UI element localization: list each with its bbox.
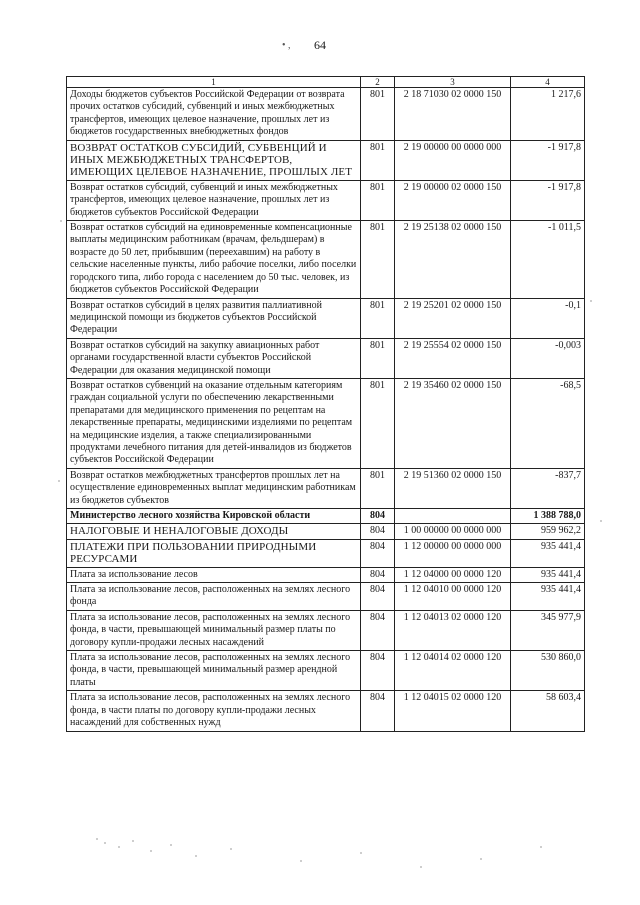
row-admin-code: 804 xyxy=(361,651,395,691)
table-row xyxy=(67,221,585,298)
row-amount: -0,003 xyxy=(511,338,585,378)
scan-speckle xyxy=(58,480,60,482)
header-col-1: 1 xyxy=(67,77,361,88)
row-budget-code: 1 12 04010 00 0000 120 xyxy=(395,583,511,611)
table-row xyxy=(67,298,585,338)
row-budget-code: 1 12 00000 00 0000 000 xyxy=(395,539,511,567)
row-budget-code: 1 12 04014 02 0000 120 xyxy=(395,651,511,691)
row-budget-code: 2 19 35460 02 0000 150 xyxy=(395,378,511,468)
row-admin-code: 801 xyxy=(361,298,395,338)
row-amount: 1 217,6 xyxy=(511,88,585,141)
scan-speckle xyxy=(300,860,302,862)
row-amount: 959 962,2 xyxy=(511,524,585,539)
row-amount: 1 388 788,0 xyxy=(511,509,585,524)
row-budget-code: 1 12 04000 00 0000 120 xyxy=(395,567,511,582)
scan-mark: • , xyxy=(282,40,291,51)
row-description: Плата за использование лесов, расположенных на землях лесного фонда, в части, превышающей минимальный размер арендной платы xyxy=(67,651,361,691)
row-budget-code xyxy=(395,509,511,524)
table-row xyxy=(67,140,585,180)
table-row xyxy=(67,378,585,468)
scan-speckle xyxy=(480,858,482,860)
scan-speckle xyxy=(600,520,602,522)
row-description: НАЛОГОВЫЕ И НЕНАЛОГОВЫЕ ДОХОДЫ xyxy=(67,524,361,539)
table-row xyxy=(67,180,585,220)
row-admin-code: 801 xyxy=(361,221,395,298)
row-budget-code: 2 19 51360 02 0000 150 xyxy=(395,468,511,508)
row-amount: -1 917,8 xyxy=(511,140,585,180)
row-description: Министерство лесного хозяйства Кировской области xyxy=(67,509,361,524)
row-admin-code: 804 xyxy=(361,691,395,731)
row-budget-code: 2 19 25201 02 0000 150 xyxy=(395,298,511,338)
table-row xyxy=(67,583,585,611)
row-budget-code: 1 00 00000 00 0000 000 xyxy=(395,524,511,539)
scan-speckle xyxy=(195,855,197,857)
header-col-2: 2 xyxy=(361,77,395,88)
row-description: Возврат остатков субсидий в целях развития паллиативной медицинской помощи из бюджетов субъектов Российской Федерации xyxy=(67,298,361,338)
row-description: Возврат остатков субвенций на оказание отдельным категориям граждан социальной услуги по обеспечению лекарственными препаратами для медицинского применения по рецептам на лекарственные препараты, медицинскими изделиями по рецептам на медицинские изделия, а также специализированными продуктами лечебного питания для детей-инвалидов из бюджетов субъектов Российской Федерации xyxy=(67,378,361,468)
row-admin-code: 801 xyxy=(361,468,395,508)
scan-speckle xyxy=(96,838,98,840)
row-description: ВОЗВРАТ ОСТАТКОВ СУБСИДИЙ, СУБВЕНЦИЙ И ИНЫХ МЕЖБЮДЖЕТНЫХ ТРАНСФЕРТОВ, ИМЕЮЩИХ ЦЕЛЕВОЕ НАЗНАЧЕНИЕ, ПРОШЛЫХ ЛЕТ xyxy=(67,140,361,180)
row-admin-code: 804 xyxy=(361,539,395,567)
row-budget-code: 2 18 71030 02 0000 150 xyxy=(395,88,511,141)
scan-speckle xyxy=(150,850,152,852)
scan-speckle xyxy=(104,842,106,844)
row-amount: 530 860,0 xyxy=(511,651,585,691)
table-row xyxy=(67,610,585,650)
budget-table xyxy=(66,76,585,732)
row-budget-code: 1 12 04013 02 0000 120 xyxy=(395,610,511,650)
table-body xyxy=(67,88,585,732)
row-description: Возврат остатков субсидий на единовременные компенсационные выплаты медицинским работникам (врачам, фельдшерам) в возрасте до 50 лет, прибывшим (переехавшим) на работу в сельские населенные пункты, либо рабочие поселки, либо поселки городского типа, либо города с населением до 50 тыс. человек, из бюджетов субъектов Российской Федерации xyxy=(67,221,361,298)
row-amount: -0,1 xyxy=(511,298,585,338)
row-description: Возврат остатков субсидий, субвенций и иных межбюджетных трансфертов, имеющих целевое назначение, прошлых лет из бюджетов субъектов Российской Федерации xyxy=(67,180,361,220)
row-admin-code: 804 xyxy=(361,509,395,524)
table-row xyxy=(67,88,585,141)
row-admin-code: 804 xyxy=(361,567,395,582)
row-admin-code: 804 xyxy=(361,583,395,611)
row-budget-code: 1 12 04015 02 0000 120 xyxy=(395,691,511,731)
row-amount: 345 977,9 xyxy=(511,610,585,650)
table-row xyxy=(67,651,585,691)
row-amount: -1 917,8 xyxy=(511,180,585,220)
row-description: Плата за использование лесов xyxy=(67,567,361,582)
row-amount: 58 603,4 xyxy=(511,691,585,731)
row-description: Плата за использование лесов, расположенных на землях лесного фонда xyxy=(67,583,361,611)
row-amount: -1 011,5 xyxy=(511,221,585,298)
row-amount: 935 441,4 xyxy=(511,567,585,582)
row-description: Возврат остатков межбюджетных трансфертов прошлых лет на осуществление единовременных выплат медицинским работникам из бюджетов субъектов xyxy=(67,468,361,508)
table-row xyxy=(67,691,585,731)
row-budget-code: 2 19 25554 02 0000 150 xyxy=(395,338,511,378)
table-row xyxy=(67,468,585,508)
scan-speckle xyxy=(420,866,422,868)
row-amount: -837,7 xyxy=(511,468,585,508)
table-row xyxy=(67,509,585,524)
row-budget-code: 2 19 00000 00 0000 000 xyxy=(395,140,511,180)
page-number: 64 xyxy=(314,38,326,52)
row-description: Доходы бюджетов субъектов Российской Федерации от возврата прочих остатков субсидий, субвенций и иных межбюджетных трансфертов, имеющих целевое назначение, прошлых лет из бюджетов государственных внебюджетных фондов xyxy=(67,88,361,141)
scan-speckle xyxy=(118,846,120,848)
scan-speckle xyxy=(60,220,62,222)
row-description: Плата за использование лесов, расположенных на землях лесного фонда, в части, превышающей минимальный размер платы по договору купли-продажи лесных насаждений xyxy=(67,610,361,650)
header-col-3: 3 xyxy=(395,77,511,88)
row-description: Плата за использование лесов, расположенных на землях лесного фонда, в части платы по договору купли-продажи лесных насаждений для собственных нужд xyxy=(67,691,361,731)
row-admin-code: 801 xyxy=(361,140,395,180)
scan-speckle xyxy=(540,846,542,848)
row-budget-code: 2 19 00000 02 0000 150 xyxy=(395,180,511,220)
row-amount: -68,5 xyxy=(511,378,585,468)
row-admin-code: 801 xyxy=(361,338,395,378)
table-row xyxy=(67,338,585,378)
scan-speckle xyxy=(230,848,232,850)
row-admin-code: 804 xyxy=(361,610,395,650)
row-admin-code: 801 xyxy=(361,378,395,468)
table-header-row xyxy=(67,77,585,88)
row-admin-code: 801 xyxy=(361,88,395,141)
table-row xyxy=(67,567,585,582)
header-col-4: 4 xyxy=(511,77,585,88)
table-row xyxy=(67,524,585,539)
scan-speckle xyxy=(132,840,134,842)
scan-speckle xyxy=(360,852,362,854)
row-budget-code: 2 19 25138 02 0000 150 xyxy=(395,221,511,298)
row-amount: 935 441,4 xyxy=(511,583,585,611)
table-row xyxy=(67,539,585,567)
scan-speckle xyxy=(170,844,172,846)
row-admin-code: 801 xyxy=(361,180,395,220)
row-description: Возврат остатков субсидий на закупку авиационных работ органами государственной власти субъектов Российской Федерации для оказания медицинской помощи xyxy=(67,338,361,378)
row-description: ПЛАТЕЖИ ПРИ ПОЛЬЗОВАНИИ ПРИРОДНЫМИ РЕСУРСАМИ xyxy=(67,539,361,567)
row-amount: 935 441,4 xyxy=(511,539,585,567)
row-admin-code: 804 xyxy=(361,524,395,539)
scan-speckle xyxy=(590,300,592,302)
